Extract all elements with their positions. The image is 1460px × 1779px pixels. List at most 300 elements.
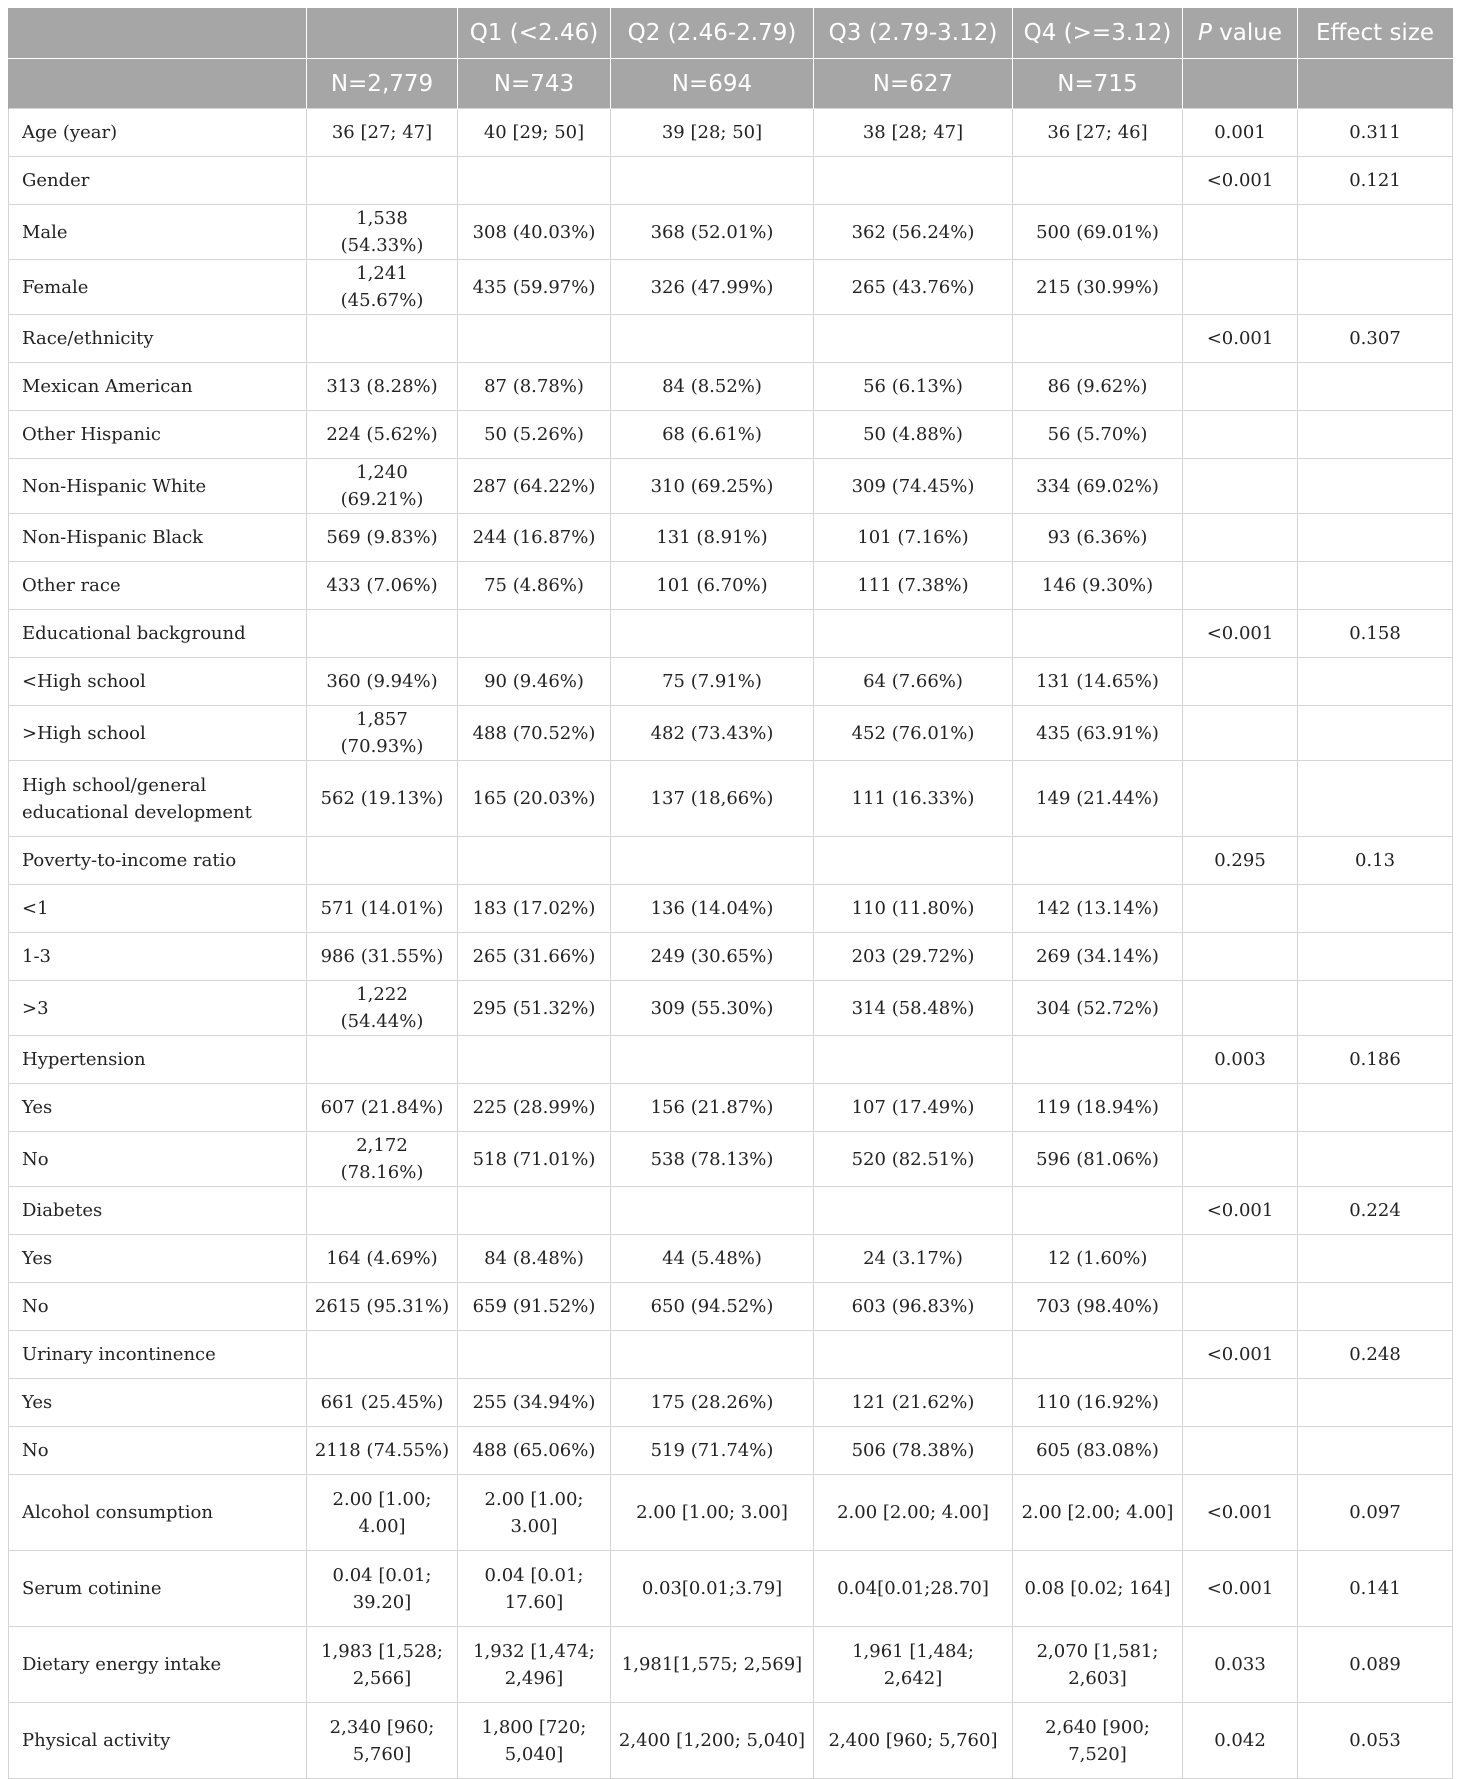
row-label-cell: No (9, 1132, 307, 1187)
q1-value-cell: 244 (16.87%) (458, 514, 611, 562)
q4-value-cell: 93 (6.36%) (1013, 514, 1183, 562)
table-row (9, 411, 1453, 459)
effect-size-cell (1298, 205, 1453, 260)
q3-value-cell: 2.00 [2.00; 4.00] (814, 1475, 1013, 1551)
q2-value-cell: 519 (71.74%) (611, 1427, 814, 1475)
table-header (9, 8, 1453, 109)
p-value-cell (1183, 1084, 1298, 1132)
effect-size-cell (1298, 260, 1453, 315)
row-label-cell: Age (year) (9, 109, 307, 157)
effect-size-cell: 0.121 (1298, 157, 1453, 205)
total-value-cell: 1,222 (54.44%) (307, 981, 458, 1036)
effect-size-cell (1298, 363, 1453, 411)
q3-value-cell: 121 (21.62%) (814, 1379, 1013, 1427)
q4-value-cell: 119 (18.94%) (1013, 1084, 1183, 1132)
q4-value-cell: 605 (83.08%) (1013, 1427, 1183, 1475)
header-count-cell (1298, 59, 1453, 109)
q2-value-cell: 44 (5.48%) (611, 1235, 814, 1283)
q4-value-cell (1013, 1331, 1183, 1379)
row-label-cell: No (9, 1427, 307, 1475)
q2-value-cell (611, 1036, 814, 1084)
header-count-cell: N=715 (1013, 59, 1183, 109)
p-value-cell (1183, 1235, 1298, 1283)
q1-value-cell (458, 315, 611, 363)
table-row (9, 1187, 1453, 1235)
p-value-cell: 0.033 (1183, 1627, 1298, 1703)
effect-size-cell (1298, 885, 1453, 933)
total-value-cell: 313 (8.28%) (307, 363, 458, 411)
table-row (9, 610, 1453, 658)
q2-value-cell (611, 157, 814, 205)
row-label-cell: Non-Hispanic White (9, 459, 307, 514)
header-cell-effect-size: Effect size (1298, 8, 1453, 59)
q1-value-cell: 0.04 [0.01; 17.60] (458, 1551, 611, 1627)
effect-size-cell (1298, 1235, 1453, 1283)
row-label-cell: Male (9, 205, 307, 260)
table-row (9, 459, 1453, 514)
q1-value-cell: 183 (17.02%) (458, 885, 611, 933)
total-value-cell: 2615 (95.31%) (307, 1283, 458, 1331)
row-label-cell: Yes (9, 1235, 307, 1283)
table-row (9, 1627, 1453, 1703)
total-value-cell: 36 [27; 47] (307, 109, 458, 157)
effect-size-cell (1298, 981, 1453, 1036)
q2-value-cell: 39 [28; 50] (611, 109, 814, 157)
table-row (9, 706, 1453, 761)
q1-value-cell: 308 (40.03%) (458, 205, 611, 260)
q4-value-cell: 215 (30.99%) (1013, 260, 1183, 315)
total-value-cell: 2,340 [960; 5,760] (307, 1703, 458, 1779)
q3-value-cell: 265 (43.76%) (814, 260, 1013, 315)
p-value-cell (1183, 514, 1298, 562)
q2-value-cell: 137 (18,66%) (611, 761, 814, 837)
p-value-cell (1183, 658, 1298, 706)
effect-size-cell: 0.141 (1298, 1551, 1453, 1627)
table-row (9, 1551, 1453, 1627)
table-row (9, 1132, 1453, 1187)
q2-value-cell (611, 610, 814, 658)
q4-value-cell: 334 (69.02%) (1013, 459, 1183, 514)
q2-value-cell: 310 (69.25%) (611, 459, 814, 514)
p-value-cell: 0.295 (1183, 837, 1298, 885)
q1-value-cell: 255 (34.94%) (458, 1379, 611, 1427)
total-value-cell: 986 (31.55%) (307, 933, 458, 981)
q1-value-cell (458, 157, 611, 205)
q3-value-cell: 603 (96.83%) (814, 1283, 1013, 1331)
total-value-cell: 1,857 (70.93%) (307, 706, 458, 761)
q1-value-cell: 1,932 [1,474; 2,496] (458, 1627, 611, 1703)
table-row (9, 260, 1453, 315)
q4-value-cell: 56 (5.70%) (1013, 411, 1183, 459)
q3-value-cell: 0.04[0.01;28.70] (814, 1551, 1013, 1627)
q4-value-cell: 500 (69.01%) (1013, 205, 1183, 260)
header-count-cell (1183, 59, 1298, 109)
p-value-cell: 0.042 (1183, 1703, 1298, 1779)
effect-size-cell: 0.186 (1298, 1036, 1453, 1084)
q2-value-cell: 538 (78.13%) (611, 1132, 814, 1187)
total-value-cell (307, 837, 458, 885)
row-label-cell: Diabetes (9, 1187, 307, 1235)
q2-value-cell: 309 (55.30%) (611, 981, 814, 1036)
effect-size-cell (1298, 562, 1453, 610)
p-value-cell (1183, 1283, 1298, 1331)
header-count-cell: N=743 (458, 59, 611, 109)
q3-value-cell: 309 (74.45%) (814, 459, 1013, 514)
table-row (9, 658, 1453, 706)
q4-value-cell (1013, 1187, 1183, 1235)
q1-value-cell: 659 (91.52%) (458, 1283, 611, 1331)
effect-size-cell (1298, 1084, 1453, 1132)
total-value-cell: 224 (5.62%) (307, 411, 458, 459)
p-value-cell (1183, 761, 1298, 837)
q1-value-cell: 2.00 [1.00; 3.00] (458, 1475, 611, 1551)
q4-value-cell: 36 [27; 46] (1013, 109, 1183, 157)
table-row (9, 761, 1453, 837)
total-value-cell: 569 (9.83%) (307, 514, 458, 562)
q3-value-cell: 24 (3.17%) (814, 1235, 1013, 1283)
table-row (9, 1379, 1453, 1427)
p-value-cell: <0.001 (1183, 1475, 1298, 1551)
effect-size-cell: 0.224 (1298, 1187, 1453, 1235)
effect-size-cell (1298, 514, 1453, 562)
total-value-cell (307, 1331, 458, 1379)
effect-size-cell (1298, 761, 1453, 837)
q2-value-cell (611, 315, 814, 363)
q2-value-cell: 482 (73.43%) (611, 706, 814, 761)
total-value-cell (307, 610, 458, 658)
q1-value-cell: 87 (8.78%) (458, 363, 611, 411)
row-label-cell: Yes (9, 1379, 307, 1427)
effect-size-cell (1298, 1283, 1453, 1331)
total-value-cell: 661 (25.45%) (307, 1379, 458, 1427)
q4-value-cell: 703 (98.40%) (1013, 1283, 1183, 1331)
p-value-cell (1183, 363, 1298, 411)
p-value-cell: <0.001 (1183, 315, 1298, 363)
q4-value-cell: 2.00 [2.00; 4.00] (1013, 1475, 1183, 1551)
effect-size-cell: 0.13 (1298, 837, 1453, 885)
q2-value-cell: 326 (47.99%) (611, 260, 814, 315)
row-label-cell: Serum cotinine (9, 1551, 307, 1627)
table-row (9, 363, 1453, 411)
table-row (9, 315, 1453, 363)
q3-value-cell (814, 1331, 1013, 1379)
row-label-cell: Other race (9, 562, 307, 610)
q4-value-cell: 149 (21.44%) (1013, 761, 1183, 837)
q1-value-cell: 165 (20.03%) (458, 761, 611, 837)
q3-value-cell: 50 (4.88%) (814, 411, 1013, 459)
effect-size-cell (1298, 459, 1453, 514)
row-label-cell: >3 (9, 981, 307, 1036)
q1-value-cell (458, 837, 611, 885)
q2-value-cell: 68 (6.61%) (611, 411, 814, 459)
q1-value-cell: 488 (70.52%) (458, 706, 611, 761)
table-row (9, 1036, 1453, 1084)
p-value-cell: <0.001 (1183, 1331, 1298, 1379)
q3-value-cell: 506 (78.38%) (814, 1427, 1013, 1475)
q3-value-cell (814, 1187, 1013, 1235)
baseline-characteristics-table-container (8, 8, 1452, 1779)
q4-value-cell: 146 (9.30%) (1013, 562, 1183, 610)
table-row (9, 981, 1453, 1036)
q3-value-cell: 314 (58.48%) (814, 981, 1013, 1036)
q3-value-cell (814, 315, 1013, 363)
q3-value-cell: 107 (17.49%) (814, 1084, 1013, 1132)
effect-size-cell (1298, 706, 1453, 761)
table-row (9, 205, 1453, 260)
total-value-cell: 1,538 (54.33%) (307, 205, 458, 260)
q1-value-cell (458, 1036, 611, 1084)
effect-size-cell (1298, 1379, 1453, 1427)
p-value-cell (1183, 981, 1298, 1036)
total-value-cell (307, 157, 458, 205)
row-label-cell: Race/ethnicity (9, 315, 307, 363)
row-label-cell: Female (9, 260, 307, 315)
q4-value-cell: 0.08 [0.02; 164] (1013, 1551, 1183, 1627)
total-value-cell: 360 (9.94%) (307, 658, 458, 706)
q4-value-cell (1013, 157, 1183, 205)
table-row (9, 157, 1453, 205)
row-label-cell: Hypertension (9, 1036, 307, 1084)
q3-value-cell: 203 (29.72%) (814, 933, 1013, 981)
header-cell-total (307, 8, 458, 59)
q2-value-cell (611, 1187, 814, 1235)
q2-value-cell: 101 (6.70%) (611, 562, 814, 610)
q1-value-cell (458, 1331, 611, 1379)
table-row (9, 933, 1453, 981)
total-value-cell: 2118 (74.55%) (307, 1427, 458, 1475)
row-label-cell: Mexican American (9, 363, 307, 411)
q4-value-cell: 2,640 [900; 7,520] (1013, 1703, 1183, 1779)
q1-value-cell: 225 (28.99%) (458, 1084, 611, 1132)
table-row (9, 109, 1453, 157)
total-value-cell: 2.00 [1.00; 4.00] (307, 1475, 458, 1551)
p-value-cell (1183, 459, 1298, 514)
q2-value-cell: 136 (14.04%) (611, 885, 814, 933)
p-value-cell (1183, 260, 1298, 315)
q1-value-cell: 295 (51.32%) (458, 981, 611, 1036)
total-value-cell: 0.04 [0.01; 39.20] (307, 1551, 458, 1627)
p-value-cell: 0.001 (1183, 109, 1298, 157)
total-value-cell: 1,241 (45.67%) (307, 260, 458, 315)
p-suffix: value (1211, 20, 1282, 46)
p-value-cell (1183, 1427, 1298, 1475)
q3-value-cell: 111 (7.38%) (814, 562, 1013, 610)
table-body (9, 109, 1453, 1779)
q2-value-cell: 75 (7.91%) (611, 658, 814, 706)
p-value-cell (1183, 933, 1298, 981)
q4-value-cell (1013, 1036, 1183, 1084)
q3-value-cell: 56 (6.13%) (814, 363, 1013, 411)
row-label-cell: Non-Hispanic Black (9, 514, 307, 562)
q2-value-cell: 1,981[1,575; 2,569] (611, 1627, 814, 1703)
p-value-cell: <0.001 (1183, 1187, 1298, 1235)
table-row (9, 885, 1453, 933)
table-row (9, 1475, 1453, 1551)
total-value-cell: 1,240 (69.21%) (307, 459, 458, 514)
q1-value-cell: 435 (59.97%) (458, 260, 611, 315)
q2-value-cell: 368 (52.01%) (611, 205, 814, 260)
table-row (9, 562, 1453, 610)
total-value-cell (307, 315, 458, 363)
q4-value-cell: 2,070 [1,581; 2,603] (1013, 1627, 1183, 1703)
row-label-cell: Physical activity (9, 1703, 307, 1779)
row-label-cell: Alcohol consumption (9, 1475, 307, 1551)
effect-size-cell (1298, 658, 1453, 706)
q3-value-cell: 110 (11.80%) (814, 885, 1013, 933)
q4-value-cell: 596 (81.06%) (1013, 1132, 1183, 1187)
header-count-cell: N=627 (814, 59, 1013, 109)
header-count-cell: N=2,779 (307, 59, 458, 109)
table-row (9, 1235, 1453, 1283)
q4-value-cell: 110 (16.92%) (1013, 1379, 1183, 1427)
q1-value-cell: 90 (9.46%) (458, 658, 611, 706)
p-value-cell: <0.001 (1183, 610, 1298, 658)
row-label-cell: Urinary incontinence (9, 1331, 307, 1379)
q4-value-cell (1013, 610, 1183, 658)
p-value-cell: <0.001 (1183, 1551, 1298, 1627)
q4-value-cell: 12 (1.60%) (1013, 1235, 1183, 1283)
p-letter: P (1197, 20, 1212, 46)
header-cell-q4: Q4 (>=3.12) (1013, 8, 1183, 59)
row-label-cell: Educational background (9, 610, 307, 658)
table-row (9, 837, 1453, 885)
q2-value-cell: 156 (21.87%) (611, 1084, 814, 1132)
q2-value-cell: 84 (8.52%) (611, 363, 814, 411)
q3-value-cell (814, 610, 1013, 658)
effect-size-cell (1298, 1427, 1453, 1475)
table-row (9, 514, 1453, 562)
q1-value-cell: 518 (71.01%) (458, 1132, 611, 1187)
row-label-cell: 1-3 (9, 933, 307, 981)
p-value-cell (1183, 1132, 1298, 1187)
q1-value-cell: 287 (64.22%) (458, 459, 611, 514)
effect-size-cell: 0.307 (1298, 315, 1453, 363)
q2-value-cell (611, 1331, 814, 1379)
q2-value-cell: 2,400 [1,200; 5,040] (611, 1703, 814, 1779)
header-cell-q1: Q1 (<2.46) (458, 8, 611, 59)
q2-value-cell: 0.03[0.01;3.79] (611, 1551, 814, 1627)
q3-value-cell (814, 1036, 1013, 1084)
total-value-cell: 571 (14.01%) (307, 885, 458, 933)
q1-value-cell: 84 (8.48%) (458, 1235, 611, 1283)
q1-value-cell: 265 (31.66%) (458, 933, 611, 981)
row-label-cell: >High school (9, 706, 307, 761)
header-cell-p-value (1183, 8, 1298, 59)
table-row (9, 1331, 1453, 1379)
total-value-cell: 562 (19.13%) (307, 761, 458, 837)
row-label-cell: High school/general educational development (9, 761, 307, 837)
p-value-cell (1183, 205, 1298, 260)
q1-value-cell: 488 (65.06%) (458, 1427, 611, 1475)
q2-value-cell: 249 (30.65%) (611, 933, 814, 981)
row-label-cell: No (9, 1283, 307, 1331)
header-cell-q2: Q2 (2.46-2.79) (611, 8, 814, 59)
q4-value-cell: 304 (52.72%) (1013, 981, 1183, 1036)
header-row-groups (9, 8, 1453, 59)
q3-value-cell: 452 (76.01%) (814, 706, 1013, 761)
p-value-cell (1183, 885, 1298, 933)
q2-value-cell: 2.00 [1.00; 3.00] (611, 1475, 814, 1551)
q3-value-cell: 362 (56.24%) (814, 205, 1013, 260)
effect-size-cell: 0.053 (1298, 1703, 1453, 1779)
q4-value-cell (1013, 315, 1183, 363)
q2-value-cell: 175 (28.26%) (611, 1379, 814, 1427)
header-row-counts (9, 59, 1453, 109)
row-label-cell: Yes (9, 1084, 307, 1132)
header-count-cell: N=694 (611, 59, 814, 109)
total-value-cell: 164 (4.69%) (307, 1235, 458, 1283)
q1-value-cell (458, 1187, 611, 1235)
effect-size-cell: 0.089 (1298, 1627, 1453, 1703)
q3-value-cell: 38 [28; 47] (814, 109, 1013, 157)
effect-size-cell (1298, 933, 1453, 981)
row-label-cell: <1 (9, 885, 307, 933)
total-value-cell: 1,983 [1,528; 2,566] (307, 1627, 458, 1703)
header-count-cell (9, 59, 307, 109)
q3-value-cell: 520 (82.51%) (814, 1132, 1013, 1187)
q4-value-cell: 435 (63.91%) (1013, 706, 1183, 761)
q4-value-cell: 142 (13.14%) (1013, 885, 1183, 933)
total-value-cell: 433 (7.06%) (307, 562, 458, 610)
q1-value-cell (458, 610, 611, 658)
p-value-cell (1183, 562, 1298, 610)
q2-value-cell: 650 (94.52%) (611, 1283, 814, 1331)
q4-value-cell (1013, 837, 1183, 885)
total-value-cell (307, 1187, 458, 1235)
q1-value-cell: 1,800 [720; 5,040] (458, 1703, 611, 1779)
q3-value-cell: 111 (16.33%) (814, 761, 1013, 837)
q3-value-cell: 101 (7.16%) (814, 514, 1013, 562)
q3-value-cell: 2,400 [960; 5,760] (814, 1703, 1013, 1779)
p-value-cell: <0.001 (1183, 157, 1298, 205)
table-row (9, 1427, 1453, 1475)
q1-value-cell: 50 (5.26%) (458, 411, 611, 459)
q2-value-cell (611, 837, 814, 885)
q3-value-cell (814, 157, 1013, 205)
row-label-cell: Poverty-to-income ratio (9, 837, 307, 885)
effect-size-cell: 0.248 (1298, 1331, 1453, 1379)
row-label-cell: Gender (9, 157, 307, 205)
p-value-cell: 0.003 (1183, 1036, 1298, 1084)
total-value-cell (307, 1036, 458, 1084)
p-value-cell (1183, 411, 1298, 459)
effect-size-cell: 0.158 (1298, 610, 1453, 658)
header-cell-q3: Q3 (2.79-3.12) (814, 8, 1013, 59)
p-value-cell (1183, 1379, 1298, 1427)
q3-value-cell: 1,961 [1,484; 2,642] (814, 1627, 1013, 1703)
total-value-cell: 607 (21.84%) (307, 1084, 458, 1132)
table-row (9, 1084, 1453, 1132)
q3-value-cell (814, 837, 1013, 885)
header-corner-cell (9, 8, 307, 59)
effect-size-cell (1298, 411, 1453, 459)
row-label-cell: <High school (9, 658, 307, 706)
table-row (9, 1283, 1453, 1331)
baseline-characteristics-table (8, 8, 1453, 1779)
table-row (9, 1703, 1453, 1779)
effect-size-cell (1298, 1132, 1453, 1187)
p-value-cell (1183, 706, 1298, 761)
q1-value-cell: 40 [29; 50] (458, 109, 611, 157)
q4-value-cell: 86 (9.62%) (1013, 363, 1183, 411)
effect-size-cell: 0.097 (1298, 1475, 1453, 1551)
q4-value-cell: 269 (34.14%) (1013, 933, 1183, 981)
q2-value-cell: 131 (8.91%) (611, 514, 814, 562)
q3-value-cell: 64 (7.66%) (814, 658, 1013, 706)
q4-value-cell: 131 (14.65%) (1013, 658, 1183, 706)
row-label-cell: Dietary energy intake (9, 1627, 307, 1703)
q1-value-cell: 75 (4.86%) (458, 562, 611, 610)
